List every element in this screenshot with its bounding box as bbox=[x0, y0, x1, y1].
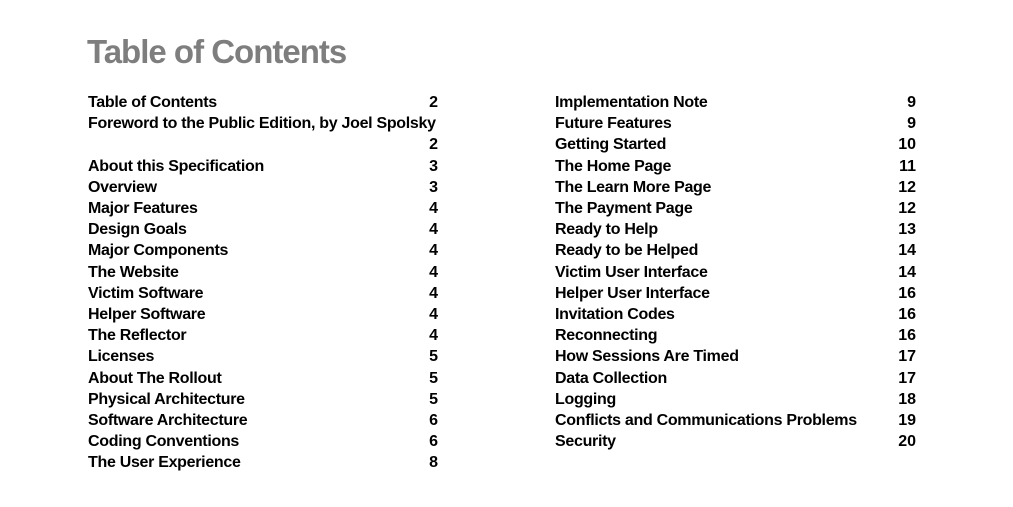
page-title: Table of Contents bbox=[87, 33, 347, 70]
toc-row bbox=[88, 113, 438, 134]
toc-entry-label: Ready to be Helped bbox=[555, 242, 699, 260]
toc-row bbox=[88, 198, 438, 219]
toc-row bbox=[88, 156, 438, 177]
toc-row bbox=[555, 92, 916, 113]
toc-entry-label: Major Features bbox=[88, 200, 198, 218]
toc-entry-page: 17 bbox=[898, 348, 916, 366]
toc-entry-label: Major Components bbox=[88, 242, 229, 260]
toc-entry-label: The Website bbox=[88, 263, 179, 281]
toc-row bbox=[555, 283, 916, 304]
toc-entry-label: Victim User Interface bbox=[555, 263, 708, 281]
toc-row bbox=[555, 240, 916, 261]
toc-row bbox=[88, 304, 438, 325]
toc-row bbox=[88, 177, 438, 198]
toc-entry-page: 9 bbox=[907, 115, 916, 133]
toc-row bbox=[555, 389, 916, 410]
toc-entry-page: 17 bbox=[898, 369, 916, 387]
toc-entry-page: 14 bbox=[898, 242, 916, 260]
toc-column-left bbox=[88, 92, 438, 474]
toc-row bbox=[555, 219, 916, 240]
toc-entry-page: 19 bbox=[898, 412, 916, 430]
toc-entry-label: About The Rollout bbox=[88, 369, 222, 387]
toc-entry-label: The Payment Page bbox=[555, 200, 693, 218]
toc-row bbox=[88, 283, 438, 304]
toc-row bbox=[555, 410, 916, 431]
toc-entry-label: Table of Contents bbox=[88, 94, 217, 111]
toc-entry-page: 4 bbox=[429, 221, 438, 239]
toc-entry-page: 6 bbox=[429, 433, 438, 451]
toc-entry-label: The User Experience bbox=[88, 454, 241, 472]
toc-entry-page: 9 bbox=[907, 94, 916, 111]
toc-entry-page: 16 bbox=[898, 306, 916, 324]
toc-entry-label: How Sessions Are Timed bbox=[555, 348, 739, 366]
toc-entry-page: 3 bbox=[429, 157, 438, 175]
toc-row bbox=[88, 431, 438, 452]
toc-row bbox=[88, 368, 438, 389]
toc-entry-label: Implementation Note bbox=[555, 94, 708, 111]
toc-entry-page: 14 bbox=[898, 263, 916, 281]
toc-row bbox=[555, 198, 916, 219]
toc-entry-page: 13 bbox=[898, 221, 916, 239]
toc-entry-label: Logging bbox=[555, 390, 616, 408]
toc-entry-page: 12 bbox=[898, 200, 916, 218]
toc-entry-label: Invitation Codes bbox=[555, 306, 675, 324]
toc-row bbox=[88, 92, 438, 113]
toc-row bbox=[88, 346, 438, 367]
toc-entry-label: Foreword to the Public Edition, by Joel Spolsky bbox=[88, 115, 436, 133]
toc-entry-label: Getting Started bbox=[555, 136, 667, 154]
toc-row bbox=[88, 389, 438, 410]
toc-row bbox=[555, 134, 916, 155]
toc-column-right bbox=[555, 92, 916, 474]
toc-entry-label: Data Collection bbox=[555, 369, 667, 387]
toc-entry-page: 4 bbox=[429, 200, 438, 218]
toc-row bbox=[88, 240, 438, 261]
toc-entry-page: 5 bbox=[429, 348, 438, 366]
toc-columns bbox=[88, 92, 916, 474]
toc-row bbox=[88, 262, 438, 283]
toc-entry-page: 8 bbox=[429, 454, 438, 472]
toc-entry-page: 4 bbox=[429, 327, 438, 345]
toc-entry-label: The Reflector bbox=[88, 327, 187, 345]
toc-entry-page: 16 bbox=[898, 284, 916, 302]
toc-entry-label: About this Specification bbox=[88, 157, 264, 175]
toc-entry-page: 4 bbox=[429, 284, 438, 302]
toc-entry-page: 18 bbox=[898, 390, 916, 408]
toc-entry-page: 2 bbox=[429, 136, 438, 154]
toc-entry-page: 20 bbox=[898, 433, 916, 451]
toc-row bbox=[88, 325, 438, 346]
toc-entry-label: Coding Conventions bbox=[88, 433, 240, 451]
toc-entry-label: Ready to Help bbox=[555, 221, 658, 239]
toc-entry-label: Conflicts and Communications Problems bbox=[555, 412, 857, 430]
toc-entry-label: Reconnecting bbox=[555, 327, 658, 345]
toc-entry-label: Design Goals bbox=[88, 221, 187, 239]
toc-row bbox=[555, 325, 916, 346]
toc-entry-page: 3 bbox=[429, 178, 438, 196]
toc-row bbox=[555, 113, 916, 134]
toc-entry-page: 10 bbox=[898, 136, 916, 154]
toc-entry-label: Security bbox=[555, 433, 616, 451]
toc-entry-label: Physical Architecture bbox=[88, 390, 245, 408]
toc-entry-label: Licenses bbox=[88, 348, 155, 366]
toc-entry-label: Helper Software bbox=[88, 306, 206, 324]
toc-row bbox=[88, 410, 438, 431]
toc-entry-label: Software Architecture bbox=[88, 412, 248, 430]
toc-row bbox=[555, 368, 916, 389]
toc-entry-page: 5 bbox=[429, 369, 438, 387]
toc-entry-page: 4 bbox=[429, 306, 438, 324]
toc-entry-page: 11 bbox=[899, 157, 916, 175]
toc-entry-page: 4 bbox=[429, 242, 438, 260]
toc-entry-label: Helper User Interface bbox=[555, 284, 710, 302]
toc-row bbox=[88, 134, 438, 155]
toc-entry-label: Overview bbox=[88, 178, 157, 196]
toc-entry-page: 2 bbox=[429, 94, 438, 111]
toc-entry-page: 5 bbox=[429, 390, 438, 408]
toc-entry-label: The Home Page bbox=[555, 157, 672, 175]
toc-row bbox=[555, 304, 916, 325]
toc-row bbox=[88, 219, 438, 240]
toc-entry-page: 12 bbox=[898, 178, 916, 196]
toc-row bbox=[555, 177, 916, 198]
toc-row bbox=[555, 346, 916, 367]
toc-entry-page: 6 bbox=[429, 412, 438, 430]
toc-entry-page: 16 bbox=[898, 327, 916, 345]
toc-row bbox=[555, 431, 916, 452]
toc-entry-label: Future Features bbox=[555, 115, 672, 133]
toc-entry-label: The Learn More Page bbox=[555, 178, 712, 196]
toc-row bbox=[88, 452, 438, 473]
toc-entry-label: Victim Software bbox=[88, 284, 204, 302]
toc-row bbox=[555, 262, 916, 283]
toc-entry-page: 4 bbox=[429, 263, 438, 281]
toc-row bbox=[555, 156, 916, 177]
